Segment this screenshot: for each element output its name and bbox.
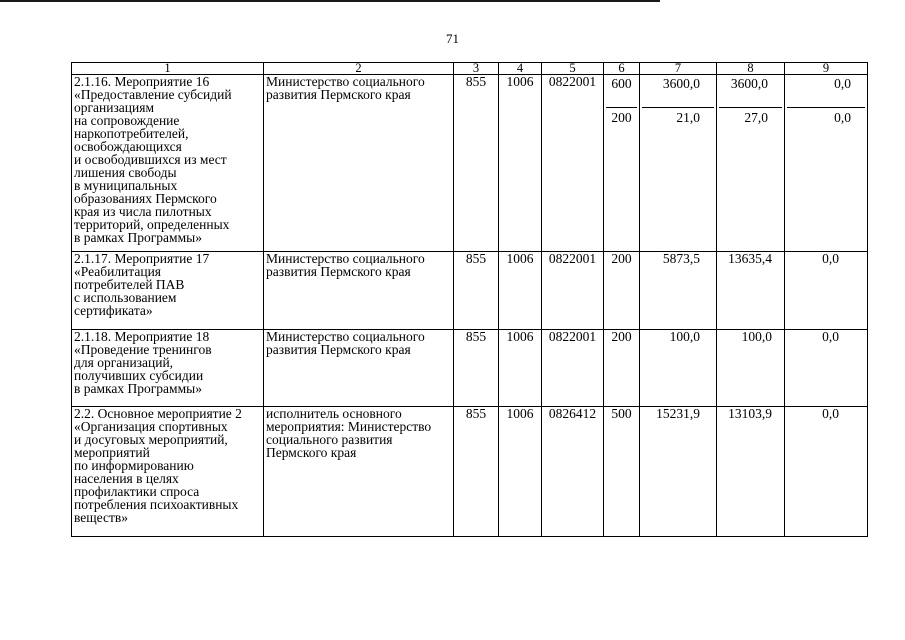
col5-cell: 0822001 [542,330,604,407]
col4-cell: 1006 [499,330,542,407]
table-row [72,75,868,252]
table-row [72,330,868,407]
col7-cell: 5873,5 [640,252,717,330]
col7-cell: 15231,9 [640,407,717,537]
executor-cell: Министерство социального развития Пермского края [264,75,454,252]
col4-cell: 1006 [499,407,542,537]
header-cell: 7 [640,63,717,75]
col5-cell: 0822001 [542,252,604,330]
col8-split-cell: 3600,0 27,0 [717,75,785,252]
col4-cell: 1006 [499,252,542,330]
col7-split-cell: 3600,0 21,0 [640,75,717,252]
executor-cell: Министерство социального развития Пермского края [264,252,454,330]
col8-cell: 13103,9 [717,407,785,537]
activity-name-cell: 2.1.18. Мероприятие 18 «Проведение тренингов для организаций, получивших субсидии в рамках Программы» [72,330,264,407]
col9-cell: 0,0 [785,252,868,330]
header-cell: 6 [604,63,640,75]
col4-cell: 1006 [499,75,542,252]
col6-cell: 200 [604,330,640,407]
col3-cell: 855 [454,407,499,537]
table-row [72,252,868,330]
col7-cell: 100,0 [640,330,717,407]
header-cell: 9 [785,63,868,75]
col5-cell: 0822001 [542,75,604,252]
col6-cell: 200 [604,252,640,330]
header-cell: 3 [454,63,499,75]
executor-cell: Министерство социального развития Пермского края [264,330,454,407]
budget-table [71,62,868,537]
col9-cell: 0,0 [785,330,868,407]
scan-edge-line [0,0,660,2]
executor-cell: исполнитель основного мероприятия: Министерство социального развития Пермского края [264,407,454,537]
table-header-row [72,63,868,75]
col6-cell: 500 [604,407,640,537]
col5-cell: 0826412 [542,407,604,537]
activity-name-cell: 2.2. Основное мероприятие 2 «Организация спортивных и досуговых мероприятий, мероприятий по информированию населения в целях профилактики спроса потребления психоактивных веществ» [72,407,264,537]
col9-split-cell: 0,0 0,0 [785,75,868,252]
table-row [72,407,868,537]
col8-cell: 13635,4 [717,252,785,330]
header-cell: 4 [499,63,542,75]
header-cell: 2 [264,63,454,75]
col3-cell: 855 [454,252,499,330]
col3-cell: 855 [454,330,499,407]
activity-name-cell: 2.1.16. Мероприятие 16 «Предоставление субсидий организациям на сопровождение наркопотребителей, освобождающихся и освободившихся из мест лишения свободы в муниципальных образованиях Пермского края из числа пилотных территорий, определенных в рамках Программы» [72,75,264,252]
header-cell: 1 [72,63,264,75]
col8-cell: 100,0 [717,330,785,407]
header-cell: 8 [717,63,785,75]
col6-split-cell: 600 200 [604,75,640,252]
col3-cell: 855 [454,75,499,252]
activity-name-cell: 2.1.17. Мероприятие 17 «Реабилитация потребителей ПАВ с использованием сертификата» [72,252,264,330]
header-cell: 5 [542,63,604,75]
col9-cell: 0,0 [785,407,868,537]
page-number: 71 [446,31,459,46]
